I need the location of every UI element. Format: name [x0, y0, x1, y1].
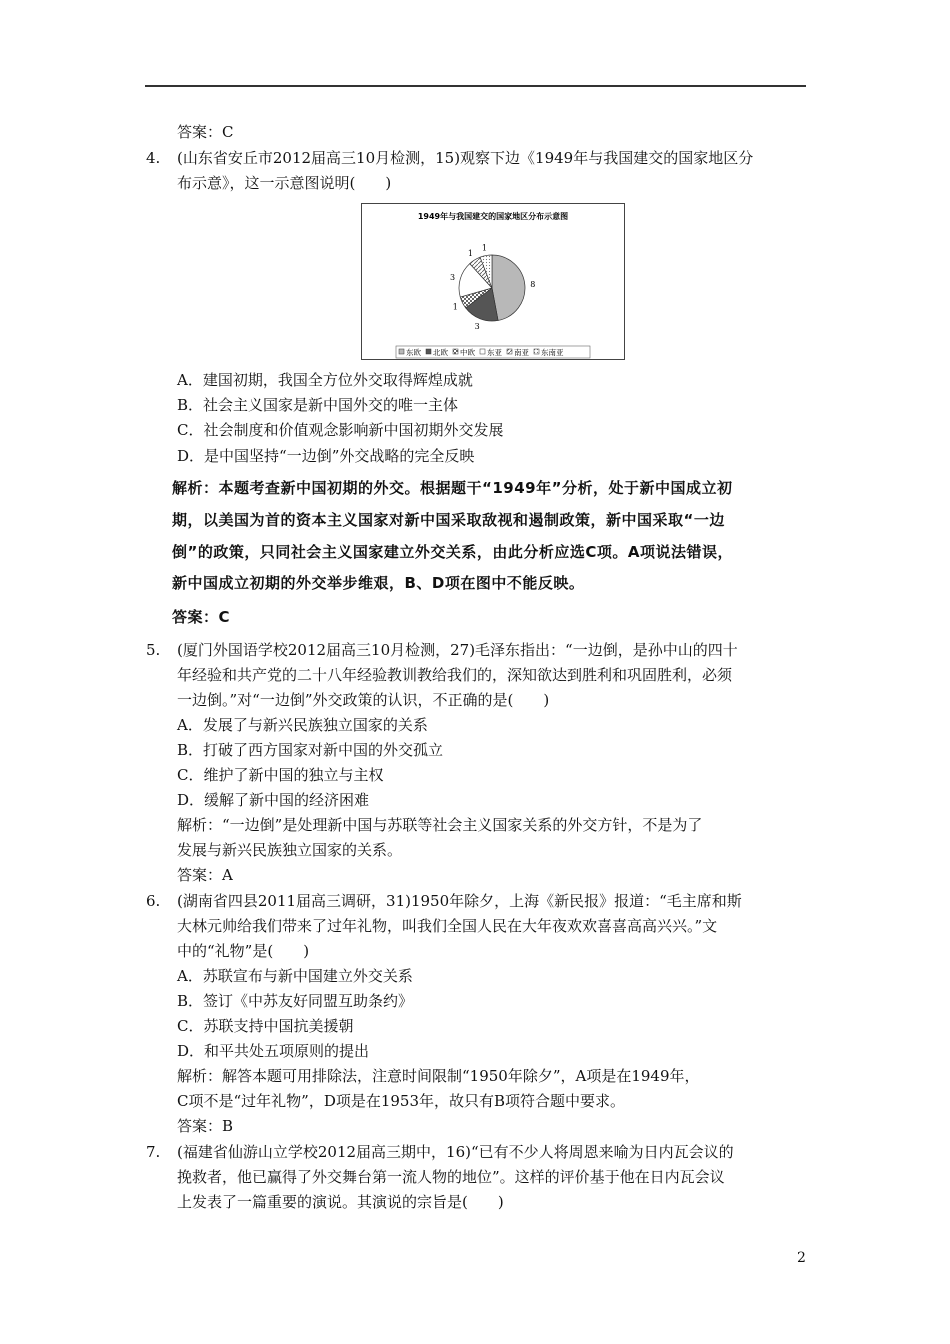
q7-number: 7. — [146, 1143, 161, 1161]
legend-label: 东欧 — [406, 348, 421, 357]
q6-option: A．苏联宣布与新中国建立外交关系 — [177, 967, 413, 985]
q5-option: B．打破了西方国家对新中国的外交孤立 — [177, 741, 444, 759]
q4-analysis-line: 期，以美国为首的资本主义国家对新中国采取敌视和遏制政策，新中国采取“一边 — [172, 511, 725, 529]
q7-stem-line: (福建省仙游山立学校2012届高三期中，16)“已有不少人将周恩来喻为日内瓦会议的 — [177, 1143, 734, 1161]
pie-chart-figure — [361, 203, 625, 360]
q6-number: 6. — [146, 892, 161, 910]
q5-stem-line: (厦门外国语学校2012届高三10月检测，27)毛泽东指出：“一边倒，是孙中山的四十 — [177, 641, 738, 659]
q4-analysis-line: 新中国成立初期的外交举步维艰，B、D项在图中不能反映。 — [172, 574, 585, 592]
legend-label: 南亚 — [514, 348, 529, 357]
q4-stem-line: 布示意》，这一示意图说明( ) — [177, 174, 392, 192]
q4-option: A．建国初期，我国全方位外交取得辉煌成就 — [177, 371, 473, 389]
legend-swatch — [453, 349, 458, 354]
q3-answer: 答案：C — [177, 123, 234, 141]
page-number: 2 — [797, 1250, 806, 1266]
q4-option: B．社会主义国家是新中国外交的唯一主体 — [177, 396, 459, 414]
q5-option: A．发展了与新兴民族独立国家的关系 — [177, 716, 428, 734]
q6-option: C．苏联支持中国抗美援朝 — [177, 1017, 354, 1035]
q4-option: C．社会制度和价值观念影响新中国初期外交发展 — [177, 421, 504, 439]
q6-answer: 答案：B — [177, 1117, 234, 1135]
q5-option: C．维护了新中国的独立与主权 — [177, 766, 384, 784]
pie-value-label: 1 — [481, 243, 488, 253]
legend-swatch — [399, 349, 404, 354]
q6-option: B．签订《中苏友好同盟互助条约》 — [177, 992, 414, 1010]
legend-swatch — [480, 349, 485, 354]
pie-chart-svg — [362, 204, 624, 359]
q4-number: 4. — [146, 149, 161, 167]
legend-label: 中欧 — [460, 348, 475, 357]
legend-label: 东南亚 — [541, 348, 564, 357]
q4-answer: 答案：C — [172, 608, 231, 626]
q5-stem-line: 一边倒。”对“一边倒”外交政策的认识，不正确的是( ) — [177, 691, 550, 709]
pie-slice-东欧 — [492, 255, 525, 320]
q4-option: D．是中国坚持“一边倒”外交战略的完全反映 — [177, 447, 475, 465]
q5-option: D．缓解了新中国的经济困难 — [177, 791, 370, 809]
q6-stem-line: 大林元帅给我们带来了过年礼物，叫我们全国人民在大年夜欢欢喜喜高高兴兴。”文 — [177, 917, 718, 935]
header-rule — [145, 85, 806, 87]
q4-analysis-line: 倒”的政策，只同社会主义国家建立外交关系，由此分析应选C项。A项说法错误， — [172, 543, 733, 561]
pie-value-label: 3 — [450, 272, 456, 282]
legend-swatch — [426, 349, 431, 354]
q4-stem-line: (山东省安丘市2012届高三10月检测，15)观察下边《1949年与我国建交的国家地区分 — [177, 149, 754, 167]
legend-label: 北欧 — [433, 348, 448, 357]
q5-analysis-line: 发展与新兴民族独立国家的关系。 — [177, 841, 403, 859]
pie-value-label: 1 — [452, 302, 458, 312]
q6-option: D．和平共处五项原则的提出 — [177, 1042, 370, 1060]
q4-analysis-line: 解析：本题考查新中国初期的外交。根据题干“1949年”分析，处于新中国成立初 — [172, 479, 733, 497]
q6-analysis-line: 解析：解答本题可用排除法，注意时间限制“1950年除夕”，A项是在1949年， — [177, 1067, 700, 1085]
pie-value-label: 8 — [530, 280, 536, 290]
q6-stem-line: 中的“礼物”是( ) — [177, 942, 310, 960]
q6-analysis-line: C项不是“过年礼物”，D项是在1953年，故只有B项符合题中要求。 — [177, 1092, 626, 1110]
pie-value-label: 3 — [474, 322, 480, 332]
q5-answer: 答案：A — [177, 866, 233, 884]
q5-stem-line: 年经验和共产党的二十八年经验教训教给我们的，深知欲达到胜利和巩固胜利，必须 — [177, 666, 733, 684]
legend-label: 东亚 — [487, 348, 502, 357]
q5-number: 5. — [146, 641, 161, 659]
chart-title: 1949年与我国建交的国家地区分布示意图 — [417, 212, 569, 221]
pie-value-label: 1 — [467, 249, 473, 259]
q7-stem-line: 挽救者，他已赢得了外交舞台第一流人物的地位”。这样的评价基于他在日内瓦会议 — [177, 1168, 725, 1186]
q6-stem-line: (湖南省四县2011届高三调研，31)1950年除夕，上海《新民报》报道：“毛主席和斯 — [177, 892, 742, 910]
q5-analysis-line: 解析：“一边倒”是处理新中国与苏联等社会主义国家关系的外交方针，不是为了 — [177, 816, 703, 834]
legend-swatch — [534, 349, 539, 354]
legend-swatch — [507, 349, 512, 354]
q7-stem-line: 上发表了一篇重要的演说。其演说的宗旨是( ) — [177, 1193, 504, 1211]
